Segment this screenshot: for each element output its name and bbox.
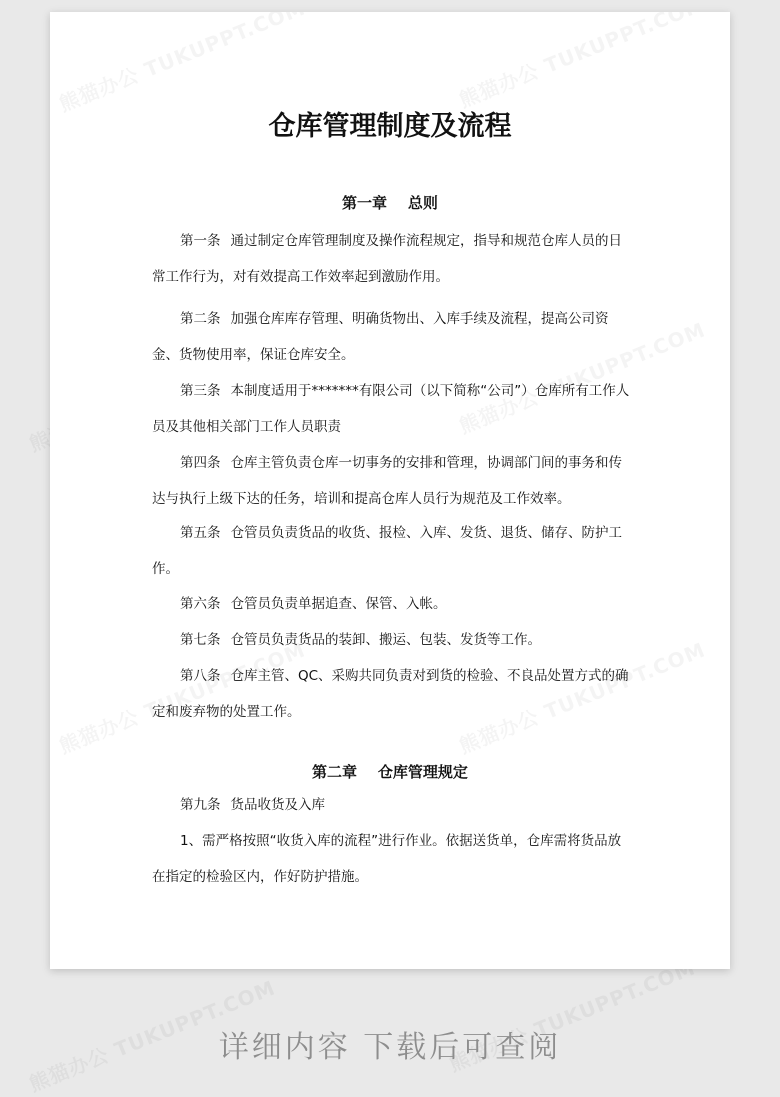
watermark (454, 12, 709, 113)
document-title: 仓库管理制度及流程 (268, 111, 512, 142)
article (152, 823, 630, 895)
article-text: 仓库主管负责仓库一切事务的安排和管理，协调部门间的事务和传达与执行上级下达的任务，培训和提高仓库人员行为规范及工作效率。 (152, 455, 622, 507)
article-number: 第一条 (180, 233, 221, 249)
article-text: 仓管员负责单据追查、保管、入帐。 (230, 596, 447, 612)
watermark (54, 12, 309, 117)
article-number: 第八条 (180, 668, 221, 684)
article (152, 445, 630, 517)
chapter-heading: 第二章 仓库管理规定 (312, 763, 468, 781)
document-page (50, 12, 730, 969)
article-text: 仓库主管、QC、采购共同负责对到货的检验、不良品处置方式的确定和废弃物的处置工作。 (152, 668, 629, 720)
article (152, 515, 630, 587)
article-number: 第六条 (180, 596, 221, 612)
article-number: 第三条 (180, 383, 221, 399)
article (152, 586, 630, 622)
article-number: 第五条 (180, 525, 221, 541)
article-number: 第九条 (180, 797, 221, 813)
article-number: 第七条 (180, 632, 221, 648)
article-number: 第四条 (180, 455, 221, 471)
article-text: 本制度适用于*******有限公司（以下简称“公司”）仓库所有工作人员及其他相关部门工作人员职责 (152, 383, 630, 435)
article-text: 1、需严格按照“收货入库的流程”进行作业。依据送货单，仓库需将货品放在指定的检验区内，作好防护措施。 (152, 833, 622, 885)
article-text: 货品收货及入库 (230, 797, 325, 813)
article-text: 仓管员负责货品的装卸、搬运、包装、发货等工作。 (230, 632, 541, 648)
article-text: 仓管员负责货品的收货、报检、入库、发货、退货、储存、防护工作。 (152, 525, 622, 577)
download-hint: 详细内容 下载后可查阅 (218, 1030, 562, 1065)
article (152, 787, 630, 823)
article-text: 加强仓库库存管理、明确货物出、入库手续及流程，提高公司资金、货物使用率，保证仓库安全。 (152, 311, 609, 363)
article (152, 622, 630, 658)
article-text: 通过制定仓库管理制度及操作流程规定，指导和规范仓库人员的日常工作行为，对有效提高工作效率起到激励作用。 (152, 233, 622, 285)
chapter-heading: 第一章 总则 (342, 194, 438, 212)
article (152, 223, 630, 295)
article-number: 第二条 (180, 311, 221, 327)
article (152, 658, 630, 730)
article (152, 373, 630, 445)
article (152, 301, 630, 373)
